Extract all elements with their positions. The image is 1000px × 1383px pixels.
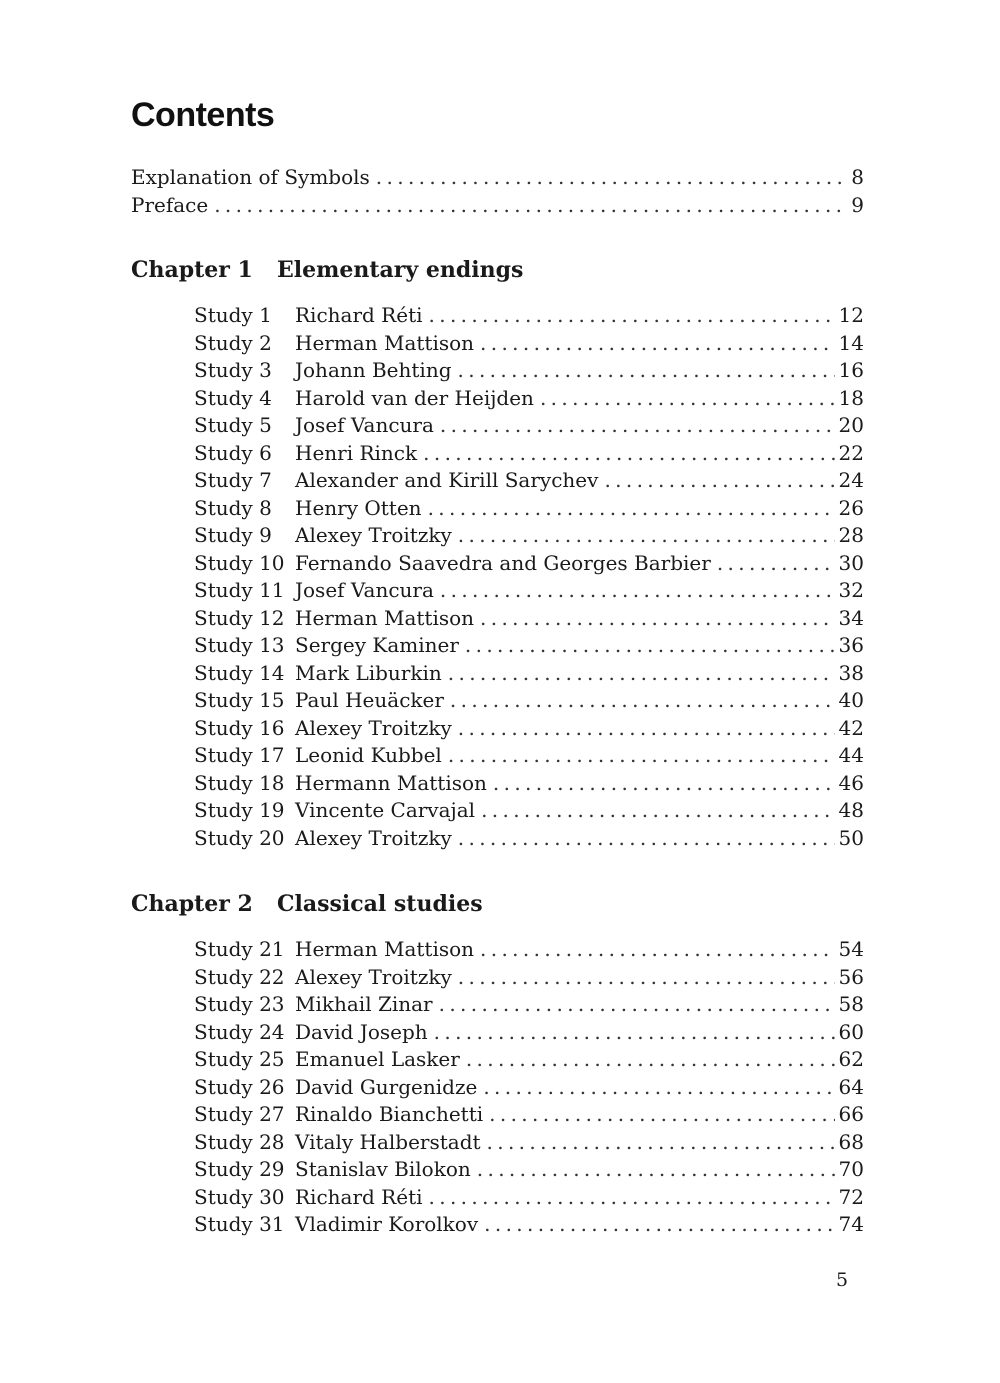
study-entry[interactable] — [194, 964, 864, 991]
study-number: Study 24 — [194, 1019, 285, 1044]
study-page: 70 — [838, 1157, 864, 1181]
study-page: 48 — [838, 798, 864, 822]
study-entry[interactable] — [194, 302, 864, 329]
study-number: Study 7 — [194, 468, 272, 492]
dot-leader — [487, 1129, 835, 1156]
study-number: Study 16 — [194, 715, 285, 740]
study-entry[interactable] — [194, 522, 864, 549]
study-composer: Mark Liburkin — [295, 660, 442, 685]
study-entry[interactable] — [194, 495, 864, 522]
dot-leader — [458, 964, 835, 991]
study-composer: Stanislav Bilokon — [295, 1157, 471, 1181]
study-number: Study 30 — [194, 1184, 285, 1209]
study-page: 16 — [838, 358, 864, 382]
chapter-heading — [131, 889, 483, 919]
dot-leader — [434, 1019, 835, 1046]
study-composer: Leonid Kubbel — [295, 743, 442, 767]
study-composer: Harold van der Heijden — [295, 385, 534, 410]
dot-leader — [448, 660, 835, 687]
study-entry[interactable] — [194, 1129, 864, 1156]
toc-entry[interactable] — [131, 164, 864, 191]
study-entry[interactable] — [194, 357, 864, 384]
study-number: Study 18 — [194, 770, 285, 795]
study-composer: Herman Mattison — [295, 937, 475, 961]
dot-leader — [480, 330, 835, 357]
study-composer: Alexey Troitzky — [295, 523, 452, 547]
toc-entry-page: 8 — [851, 165, 864, 189]
study-entry[interactable] — [194, 742, 864, 769]
study-page: 44 — [838, 743, 864, 767]
study-number: Study 20 — [194, 825, 285, 850]
study-page: 60 — [838, 1019, 864, 1044]
study-number: Study 9 — [194, 523, 272, 547]
dot-leader — [458, 825, 835, 852]
study-composer: Rinaldo Bianchetti — [295, 1102, 484, 1126]
dot-leader — [376, 164, 847, 191]
study-entry[interactable] — [194, 440, 864, 467]
study-page: 34 — [838, 605, 864, 630]
study-page: 56 — [838, 964, 864, 989]
chapter-title: Elementary endings — [277, 257, 524, 283]
study-page: 46 — [838, 770, 864, 795]
study-entry[interactable] — [194, 467, 864, 494]
dot-leader — [466, 1046, 835, 1073]
toc-entry[interactable] — [131, 192, 864, 219]
study-entry[interactable] — [194, 991, 864, 1018]
chapter-title: Classical studies — [277, 891, 483, 917]
toc-entry-page: 9 — [851, 193, 864, 217]
dot-leader — [483, 1074, 835, 1101]
study-number: Study 11 — [194, 578, 285, 602]
study-entry[interactable] — [194, 577, 864, 604]
dot-leader — [489, 1101, 835, 1128]
study-page: 50 — [838, 825, 864, 850]
study-number: Study 21 — [194, 937, 285, 961]
study-number: Study 19 — [194, 798, 285, 822]
study-entry[interactable] — [194, 715, 864, 742]
study-composer: Mikhail Zinar — [295, 992, 433, 1016]
study-composer: Vladimir Korolkov — [295, 1212, 479, 1236]
study-page: 18 — [838, 385, 864, 410]
study-composer: Alexander and Kirill Sarychev — [295, 468, 599, 492]
study-page: 20 — [838, 413, 864, 437]
study-entry[interactable] — [194, 1019, 864, 1046]
study-entry[interactable] — [194, 385, 864, 412]
study-page: 28 — [838, 523, 864, 547]
study-page: 22 — [838, 440, 864, 465]
dot-leader — [540, 385, 835, 412]
toc-entry-title: Preface — [131, 193, 209, 217]
study-entry[interactable] — [194, 825, 864, 852]
dot-leader — [439, 991, 835, 1018]
dot-leader — [440, 412, 835, 439]
study-entry[interactable] — [194, 660, 864, 687]
study-page: 68 — [838, 1129, 864, 1154]
study-number: Study 13 — [194, 633, 285, 657]
study-composer: Johann Behting — [295, 358, 452, 382]
study-composer: Herman Mattison — [295, 605, 475, 630]
study-page: 24 — [838, 468, 864, 492]
study-composer: Alexey Troitzky — [295, 715, 452, 740]
study-entry[interactable] — [194, 412, 864, 439]
page-number: 5 — [836, 1269, 849, 1291]
study-composer: Henry Otten — [295, 495, 422, 520]
study-composer: Josef Vancura — [295, 413, 434, 437]
study-entry[interactable] — [194, 797, 864, 824]
study-composer: Alexey Troitzky — [295, 964, 452, 989]
study-page: 40 — [838, 688, 864, 712]
chapter-label: Chapter 2 — [131, 891, 253, 917]
dot-leader — [480, 936, 835, 963]
study-entry[interactable] — [194, 770, 864, 797]
study-number: Study 14 — [194, 660, 285, 685]
chapter-label: Chapter 1 — [131, 257, 253, 283]
study-number: Study 8 — [194, 495, 272, 520]
study-number: Study 10 — [194, 550, 285, 575]
study-composer: David Joseph — [295, 1019, 428, 1044]
dot-leader — [428, 495, 835, 522]
study-number: Study 23 — [194, 992, 285, 1016]
study-entry[interactable] — [194, 330, 864, 357]
study-page: 66 — [838, 1102, 864, 1126]
study-page: 72 — [838, 1184, 864, 1209]
study-page: 26 — [838, 495, 864, 520]
study-entry[interactable] — [194, 1074, 864, 1101]
study-number: Study 12 — [194, 605, 285, 630]
study-entry[interactable] — [194, 936, 864, 963]
study-page: 38 — [838, 660, 864, 685]
dot-leader — [604, 467, 835, 494]
study-entry[interactable] — [194, 1211, 864, 1238]
study-number: Study 17 — [194, 743, 285, 767]
dot-leader — [477, 1156, 835, 1183]
study-number: Study 4 — [194, 385, 272, 410]
study-composer: David Gurgenidze — [295, 1074, 478, 1099]
dot-leader — [458, 357, 835, 384]
study-composer: Richard Réti — [295, 1184, 423, 1209]
dot-leader — [480, 605, 835, 632]
study-number: Study 3 — [194, 358, 272, 382]
dot-leader — [458, 522, 835, 549]
dot-leader — [465, 632, 835, 659]
dot-leader — [440, 577, 835, 604]
study-entry[interactable] — [194, 632, 864, 659]
study-number: Study 1 — [194, 303, 272, 327]
page-title: Contents — [131, 96, 275, 134]
study-number: Study 2 — [194, 330, 272, 355]
dot-leader — [484, 1211, 835, 1238]
study-page: 74 — [838, 1212, 864, 1236]
study-entry[interactable] — [194, 687, 864, 714]
study-entry[interactable] — [194, 1184, 864, 1211]
dot-leader — [717, 550, 835, 577]
dot-leader — [429, 1184, 835, 1211]
study-composer: Henri Rinck — [295, 440, 418, 465]
study-number: Study 28 — [194, 1129, 285, 1154]
study-composer: Sergey Kaminer — [295, 633, 459, 657]
study-entry[interactable] — [194, 550, 864, 577]
study-composer: Josef Vancura — [295, 578, 434, 602]
study-page: 32 — [838, 578, 864, 602]
study-composer: Paul Heuäcker — [295, 688, 444, 712]
study-number: Study 31 — [194, 1212, 285, 1236]
study-composer: Vitaly Halberstadt — [295, 1129, 481, 1154]
dot-leader — [448, 742, 835, 769]
study-composer: Herman Mattison — [295, 330, 475, 355]
study-number: Study 15 — [194, 688, 285, 712]
study-number: Study 6 — [194, 440, 272, 465]
dot-leader — [214, 192, 847, 219]
dot-leader — [493, 770, 835, 797]
study-page: 36 — [838, 633, 864, 657]
study-entry[interactable] — [194, 1101, 864, 1128]
study-composer: Fernando Saavedra and Georges Barbier — [295, 550, 711, 575]
study-page: 54 — [838, 937, 864, 961]
study-number: Study 26 — [194, 1074, 285, 1099]
study-page: 58 — [838, 992, 864, 1016]
study-number: Study 29 — [194, 1157, 285, 1181]
study-composer: Hermann Mattison — [295, 770, 487, 795]
dot-leader — [450, 687, 835, 714]
study-composer: Vincente Carvajal — [295, 798, 476, 822]
study-entry[interactable] — [194, 1156, 864, 1183]
dot-leader — [481, 797, 835, 824]
study-page: 62 — [838, 1047, 864, 1071]
dot-leader — [429, 302, 835, 329]
chapter-heading — [131, 255, 523, 285]
study-number: Study 5 — [194, 413, 272, 437]
study-number: Study 25 — [194, 1047, 285, 1071]
study-number: Study 27 — [194, 1102, 285, 1126]
study-page: 42 — [838, 715, 864, 740]
study-composer: Richard Réti — [295, 303, 423, 327]
study-page: 12 — [838, 303, 864, 327]
dot-leader — [458, 715, 835, 742]
study-entry[interactable] — [194, 605, 864, 632]
study-composer: Emanuel Lasker — [295, 1047, 460, 1071]
dot-leader — [423, 440, 835, 467]
study-entry[interactable] — [194, 1046, 864, 1073]
study-number: Study 22 — [194, 964, 285, 989]
study-page: 14 — [838, 330, 864, 355]
study-page: 30 — [838, 550, 864, 575]
study-page: 64 — [838, 1074, 864, 1099]
toc-entry-title: Explanation of Symbols — [131, 165, 370, 189]
study-composer: Alexey Troitzky — [295, 825, 452, 850]
